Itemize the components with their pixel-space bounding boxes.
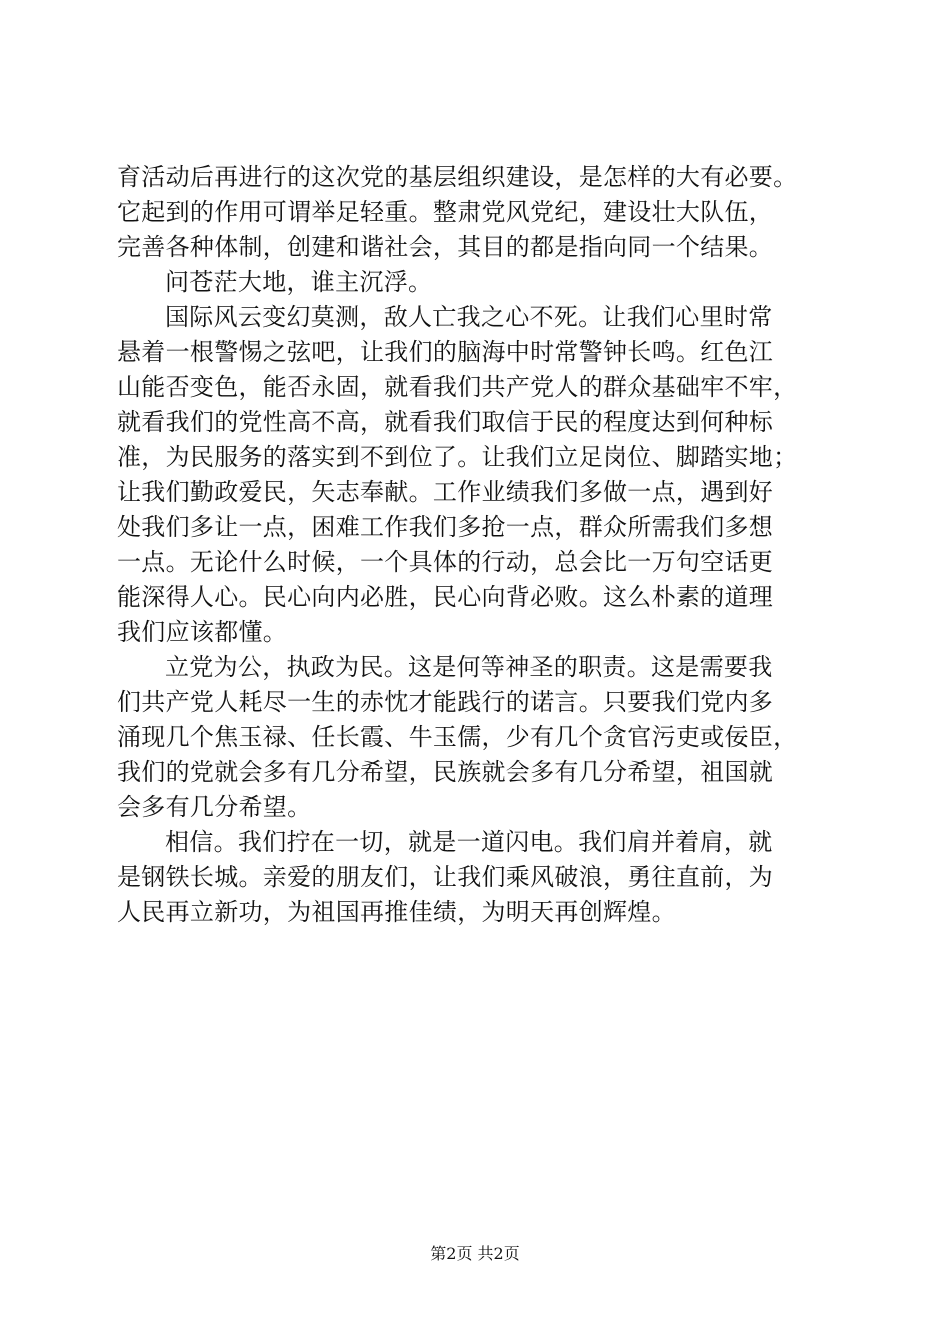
text-line: 一点。无论什么时候，一个具体的行动，总会比一万句空话更 [117,548,774,576]
text-line: 立党为公，执政为民。这是何等神圣的职责。这是需要我 [165,653,773,681]
text-line: 我们应该都懂。 [117,618,288,646]
text-line: 是钢铁长城。亲爱的朋友们，让我们乘风破浪，勇往直前，为 [117,863,774,891]
text-line: 悬着一根警惕之弦吧，让我们的脑海中时常警钟长鸣。红色江 [117,338,774,366]
text-line: 山能否变色，能否永固，就看我们共产党人的群众基础牢不牢， [117,373,798,401]
text-line: 相信。我们拧在一切，就是一道闪电。我们肩并着肩，就 [165,828,773,856]
text-line: 处我们多让一点，困难工作我们多抢一点，群众所需我们多想 [117,513,774,541]
text-line: 育活动后再进行的这次党的基层组织建设，是怎样的大有必要。 [117,163,798,191]
text-line: 完善各种体制，创建和谐社会，其目的都是指向同一个结果。 [117,233,774,261]
text-line: 问苍茫大地，谁主沉浮。 [165,268,433,296]
text-line: 国际风云变幻莫测，敌人亡我之心不死。让我们心里时常 [165,303,773,331]
text-line: 涌现几个焦玉禄、任长霞、牛玉儒，少有几个贪官污吏或佞臣， [117,723,798,751]
text-line: 它起到的作用可谓举足轻重。整肃党风党纪，建设壮大队伍， [117,198,774,226]
text-line: 准，为民服务的落实到不到位了。让我们立足岗位、脚踏实地； [117,443,798,471]
page-number-label: 第2页 共2页 [430,1244,520,1263]
text-line: 会多有几分希望。 [117,793,312,821]
text-line: 让我们勤政爱民，矢志奉献。工作业绩我们多做一点，遇到好 [117,478,774,506]
document-body [117,160,837,930]
text-line: 能深得人心。民心向内必胜，民心向背必败。这么朴素的道理 [117,583,774,611]
text-line: 我们的党就会多有几分希望，民族就会多有几分希望，祖国就 [117,758,774,786]
text-line: 人民再立新功，为祖国再推佳绩，为明天再创辉煌。 [117,898,676,926]
page-footer [0,1244,950,1264]
text-line: 就看我们的党性高不高，就看我们取信于民的程度达到何种标 [117,408,774,436]
text-line: 们共产党人耗尽一生的赤忱才能践行的诺言。只要我们党内多 [117,688,774,716]
